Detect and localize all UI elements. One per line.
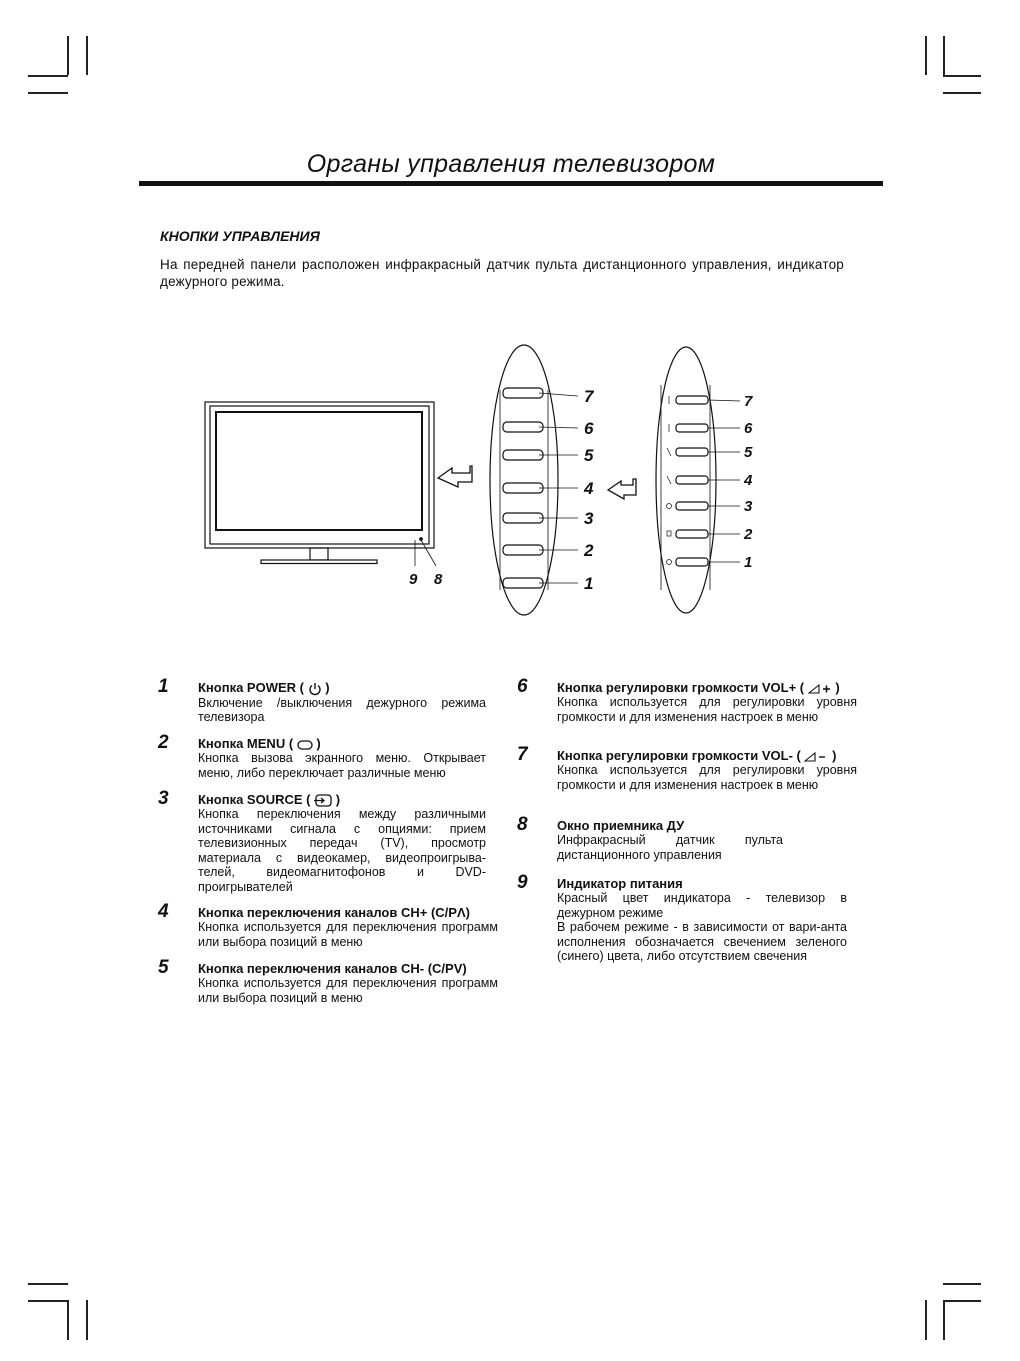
item-number: 3 <box>158 788 169 809</box>
item-number: 1 <box>158 676 169 697</box>
list-item <box>158 732 486 780</box>
section-heading: КНОПКИ УПРАВЛЕНИЯ <box>160 228 320 244</box>
controls-diagram <box>0 0 1020 640</box>
panel-b-label: 4 <box>744 472 753 489</box>
item-number: 9 <box>517 872 528 893</box>
item-heading: Индикатор питания <box>557 876 683 891</box>
item-heading: Кнопка MENU ( ) <box>198 736 321 751</box>
crop-mark <box>943 1283 981 1285</box>
panel-a-label: 2 <box>584 541 594 560</box>
panel-a-label: 1 <box>584 574 594 593</box>
intro-text: На передней панели расположен инфракрасный датчик пульта дистанционного управления, индикатор дежурного режима. <box>160 257 844 289</box>
item-description: Инфракрасный датчик пульта дистанционного управления <box>557 833 783 862</box>
list-item <box>158 957 498 1005</box>
panel-b-label: 5 <box>744 444 753 461</box>
item-number: 6 <box>517 676 528 697</box>
crop-mark <box>925 1300 927 1340</box>
crop-mark <box>28 1300 68 1302</box>
list-item <box>158 676 486 725</box>
crop-mark <box>86 1300 88 1340</box>
volume-down-icon <box>804 751 828 763</box>
panel-b-label: 3 <box>744 498 753 515</box>
tv-callout-9: 9 <box>409 571 418 588</box>
menu-icon <box>297 739 313 751</box>
item-heading: Окно приемника ДУ <box>557 818 685 833</box>
crop-mark <box>943 1300 981 1302</box>
panel-a-label: 6 <box>584 419 594 438</box>
item-number: 2 <box>158 732 169 753</box>
panel-b-label: 7 <box>744 393 753 410</box>
list-item <box>517 676 857 724</box>
page-title: Органы управления телевизором <box>306 150 716 178</box>
item-description: Кнопка вызова экранного меню. Открывает меню, либо переключает различные меню <box>198 751 486 780</box>
crop-mark <box>943 1300 945 1340</box>
volume-up-icon <box>808 683 832 695</box>
item-description: Кнопка используется для переключения программ или выбора позиций в меню <box>198 920 498 949</box>
source-icon <box>314 794 332 807</box>
item-description: Кнопка переключения между различными источниками сигнала с опциями: прием телевизионных передач (TV), просмотр материала с видеокамер, видеопроигрыва-телей, видеомагнитофонов и DVD-проигрывателей <box>198 807 486 894</box>
list-item <box>517 744 857 792</box>
item-description: Кнопка используется для переключения программ или выбора позиций в меню <box>198 976 498 1005</box>
button-panel-side <box>656 347 740 613</box>
button-panel-front <box>490 345 578 615</box>
item-heading: Кнопка переключения каналов CH- (C/PV) <box>198 961 467 976</box>
item-number: 7 <box>517 744 528 765</box>
double-arrow-icon <box>608 479 636 499</box>
list-item <box>158 901 498 949</box>
panel-a-label: 3 <box>584 509 594 528</box>
panel-a-label: 7 <box>584 387 594 406</box>
item-heading: Кнопка регулировки громкости VOL- ( ) <box>557 748 837 763</box>
crop-mark <box>67 1300 69 1340</box>
item-description: Красный цвет индикатора - телевизор в дежурном режиме В рабочем режиме - в зависимости от вари-анта исполнения обозначается свечением зеленого (синего) цвета, либо отсутствием свечения <box>557 891 847 963</box>
item-number: 4 <box>158 901 169 922</box>
item-description: Включение /выключения дежурного режима телевизора <box>198 695 486 725</box>
item-heading: Кнопка POWER ( ) <box>198 680 330 695</box>
item-description: Кнопка используется для регулировки уровня громкости и для изменения настроек в меню <box>557 763 857 792</box>
tv-illustration <box>205 402 436 566</box>
panel-a-label: 4 <box>584 479 594 498</box>
double-arrow-icon <box>438 466 472 487</box>
power-icon <box>308 682 322 696</box>
panel-b-label: 2 <box>744 526 753 543</box>
list-item <box>158 788 486 894</box>
list-item <box>517 872 847 964</box>
crop-mark <box>28 1283 68 1285</box>
tv-callout-8: 8 <box>434 571 443 588</box>
item-heading: Кнопка переключения каналов CH+ (C/PΛ) <box>198 905 470 920</box>
panel-a-label: 5 <box>584 446 594 465</box>
panel-b-label: 1 <box>744 554 753 571</box>
item-description: Кнопка используется для регулировки уровня громкости и для изменения настроек в меню <box>557 695 857 724</box>
item-number: 8 <box>517 814 528 835</box>
item-number: 5 <box>158 957 169 978</box>
list-item <box>517 814 783 862</box>
panel-b-label: 6 <box>744 420 753 437</box>
item-heading: Кнопка SOURCE ( ) <box>198 792 341 807</box>
item-heading: Кнопка регулировки громкости VOL+ ( ) <box>557 680 840 695</box>
